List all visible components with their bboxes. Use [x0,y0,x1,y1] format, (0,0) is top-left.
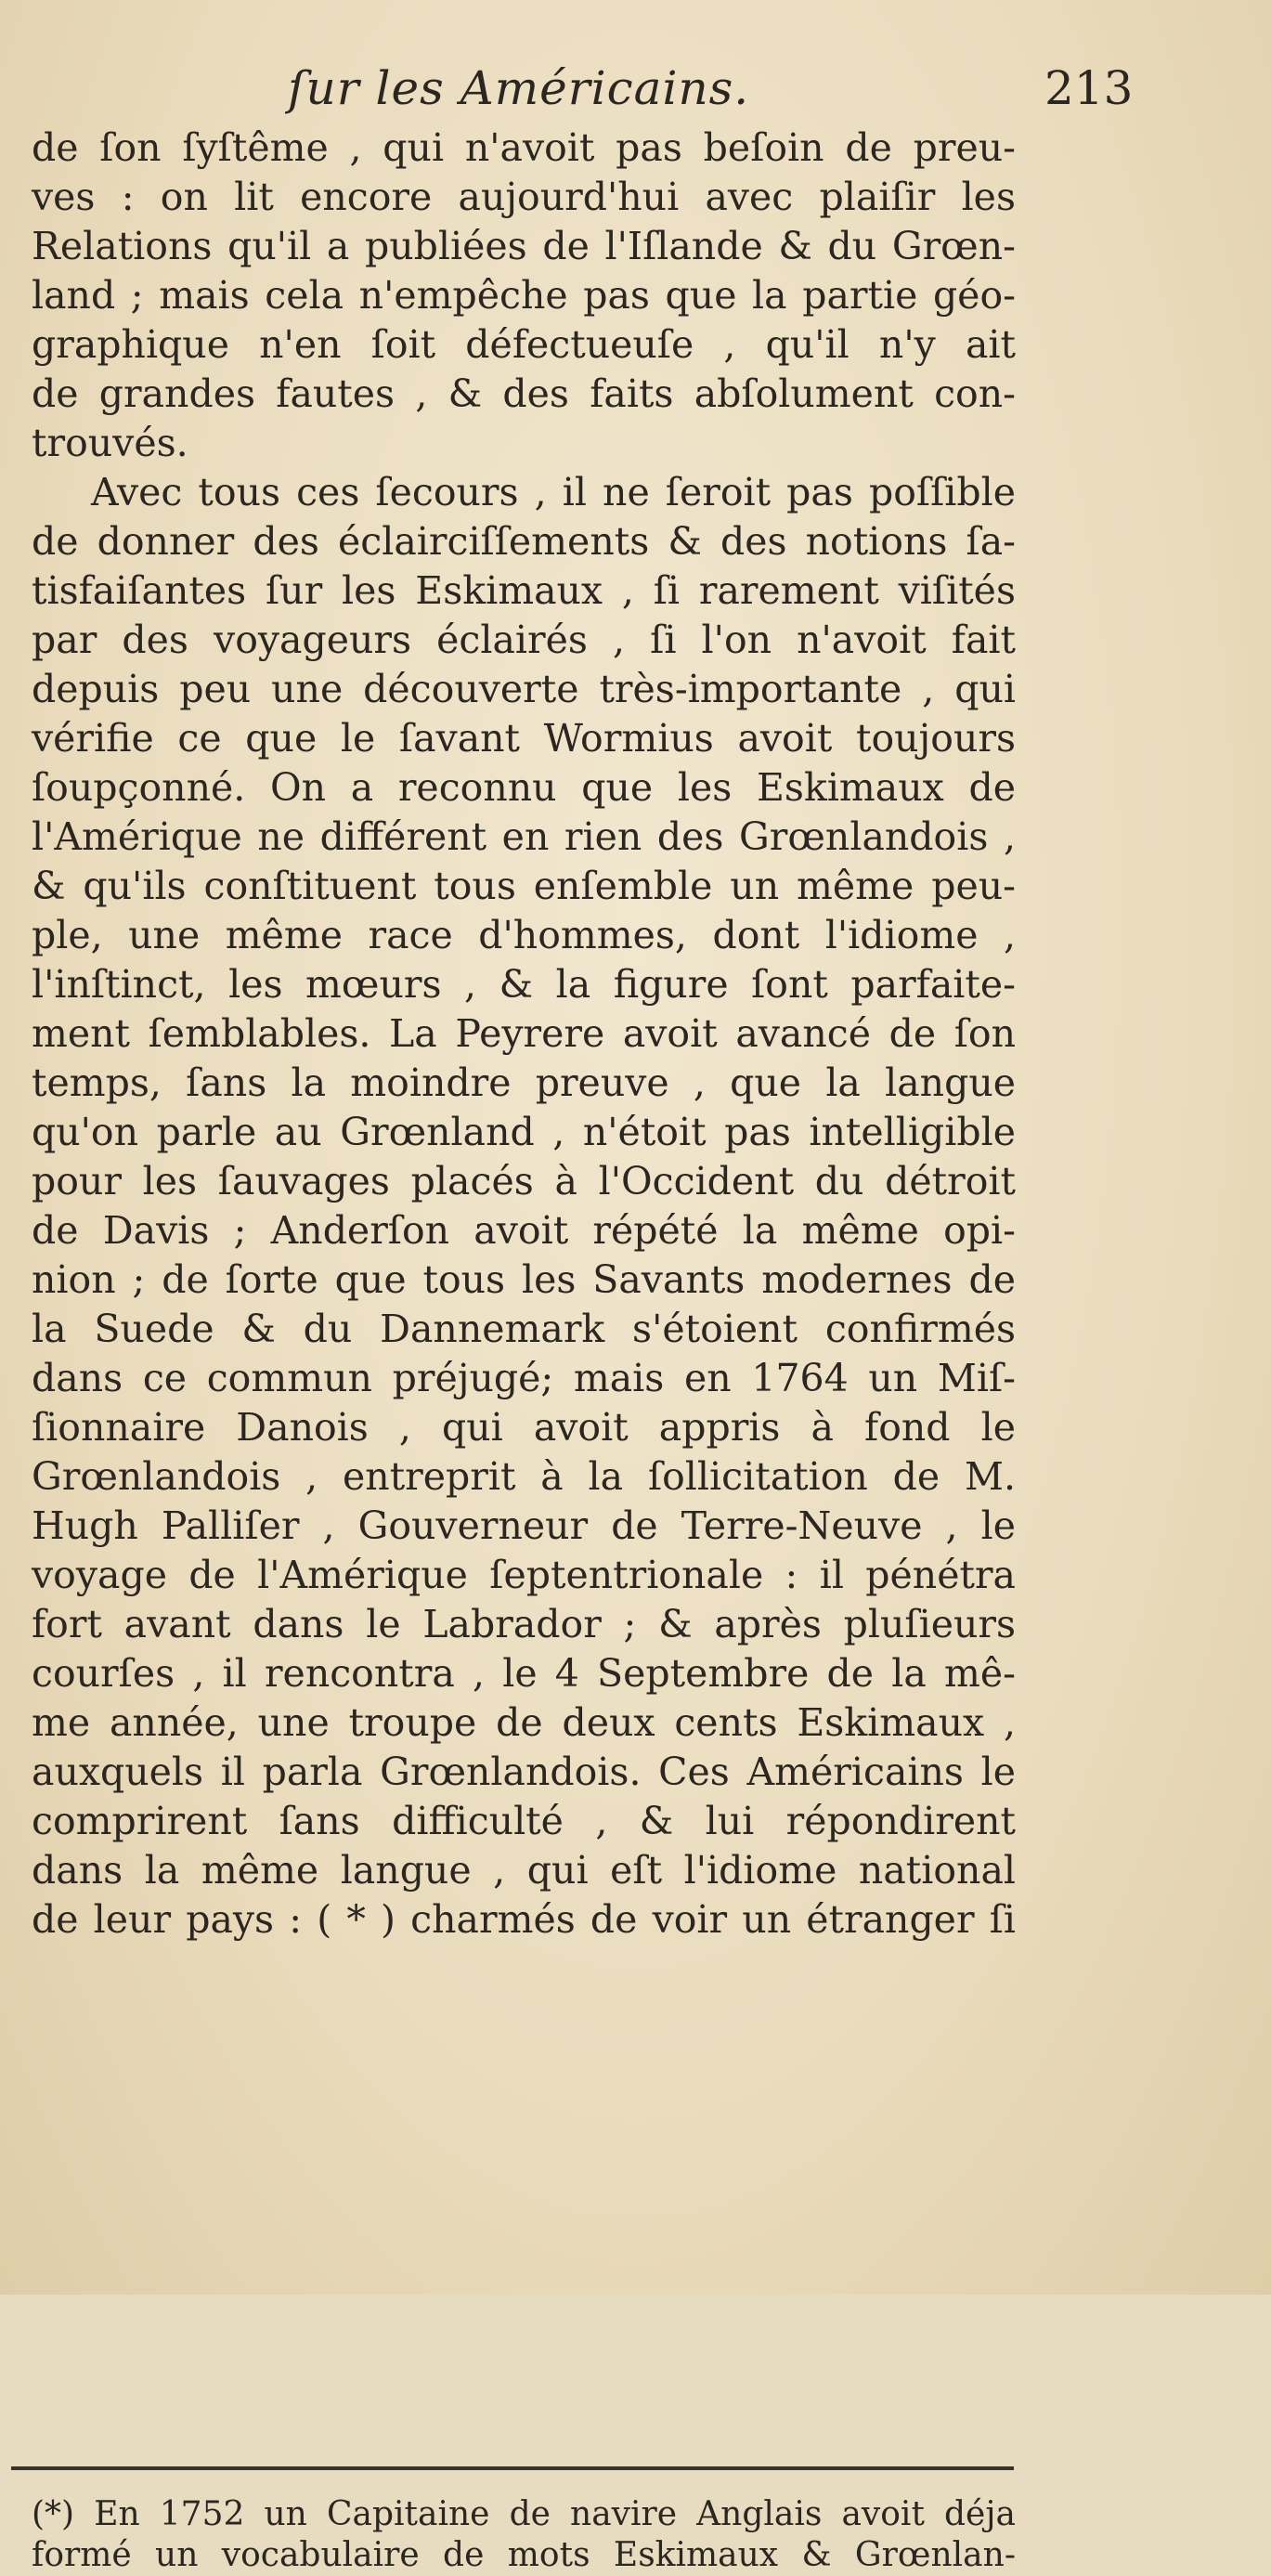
text-line: me année, une troupe de deux cents Eskimaux , [32,1700,1016,1745]
text-line: voyage de l'Amérique ſeptentrionale : il pénétra [32,1553,1016,1597]
text-line: & qu'ils conſtituent tous enſemble un même peu- [32,864,1016,908]
text-line: trouvés. [32,421,188,465]
text-line: l'inſtinct, les mœurs , & la figure ſont parfaite- [32,962,1016,1007]
text-line: de grandes fautes , & des faits abſolument con- [32,371,1016,416]
text-line: Grœnlandois , entreprit à la ſollicitation de M. [32,1454,1016,1499]
text-line: de donner des éclairciſſements & des notions ſa- [32,519,1016,564]
text-line: temps, ſans la moindre preuve , que la langue [32,1060,1016,1105]
text-line: dans la même langue , qui eſt l'idiome national [32,1848,1016,1893]
page-header [0,56,1271,130]
footnote-line: formé un vocabulaire de mots Eskimaux & Grœnlan- [32,2536,1016,2574]
text-line: tisfaiſantes ſur les Eskimaux , ſi rarement viſités [32,568,1016,613]
text-line: Hugh Palliſer , Gouverneur de Terre-Neuve , le [32,1503,1016,1548]
text-line: ſionnaire Danois , qui avoit appris à fond le [32,1405,1016,1450]
footnote-rule [11,2466,1014,2470]
footnote [32,2494,1016,2576]
text-line: graphique n'en ſoit défectueuſe , qu'il n'y ait [32,322,1016,367]
text-line: ment ſemblables. La Peyrere avoit avancé de ſon [32,1011,1016,1056]
text-line: ſoupçonné. On a reconnu que les Eskimaux de [32,765,1016,810]
text-line: de ſon ſyſtême , qui n'avoit pas beſoin de preu- [32,125,1016,170]
page-number: 213 [1044,61,1134,115]
text-line: pour les ſauvages placés à l'Occident du détroit [32,1159,1016,1203]
text-line: nion ; de ſorte que tous les Savants modernes de [32,1257,1016,1302]
text-line: auxquels il parla Grœnlandois. Ces Américains le [32,1750,1016,1794]
main-text [32,124,1016,1945]
footnote-line: (*) En 1752 un Capitaine de navire Anglais avoit déja [32,2495,1016,2533]
text-line: de leur pays : ( * ) charmés de voir un étranger ſi [32,1897,1016,1942]
text-line: comprirent ſans difficulté , & lui répondirent [32,1799,1016,1843]
text-line: fort avant dans le Labrador ; & après pluſieurs [32,1602,1016,1646]
text-line: land ; mais cela n'empêche pas que la partie géo- [32,273,1016,318]
text-line: depuis peu une découverte très-importante , qui [32,667,1016,711]
text-line: la Suede & du Dannemark s'étoient confirmés [32,1307,1016,1351]
text-line: dans ce commun préjugé; mais en 1764 un Miſ- [32,1356,1016,1400]
text-line: par des voyageurs éclairés , ſi l'on n'avoit fait [32,618,1016,662]
text-line: qu'on parle au Grœnland , n'étoit pas intelligible [32,1110,1016,1154]
text-line: ves : on lit encore aujourd'hui avec plaiſir les [32,175,1016,219]
running-title: ſur les Américains. [288,61,750,115]
text-line: l'Amérique ne différent en rien des Grœnlandois , [32,814,1016,859]
text-line: vérifie ce que le ſavant Wormius avoit toujours [32,716,1016,761]
text-line: Avec tous ces ſecours , il ne ſeroit pas poſſible [91,470,1016,514]
text-line: de Davis ; Anderſon avoit répété la même opi- [32,1208,1016,1253]
text-line: ple, une même race d'hommes, dont l'idiome , [32,913,1016,957]
text-line: Relations qu'il a publiées de l'Iſlande & du Grœn- [32,224,1016,268]
text-line: courſes , il rencontra , le 4 Septembre de la mê- [32,1651,1016,1696]
